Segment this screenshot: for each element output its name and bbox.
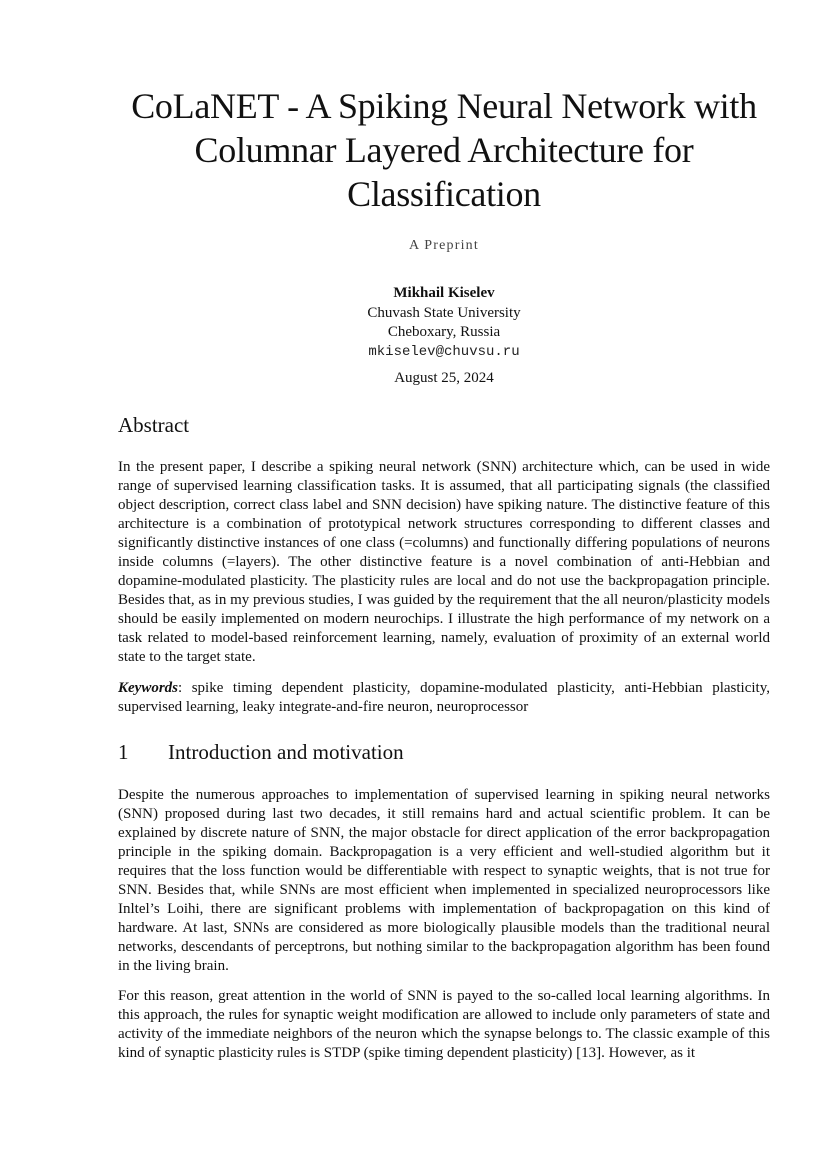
author-affiliation: Chuvash State University	[367, 304, 521, 321]
paper-title: CoLaNET - A Spiking Neural Network with Columnar Layered Architecture for Classification	[131, 86, 757, 214]
section-number: 1	[118, 740, 129, 764]
preprint-label: A Preprint	[409, 238, 479, 253]
section-title: Introduction and motivation	[168, 740, 404, 764]
abstract-heading: Abstract	[118, 413, 190, 437]
keywords-line	[118, 679, 770, 717]
author-email: mkiselev@chuvsu.ru	[368, 343, 520, 360]
author-location: Cheboxary, Russia	[387, 324, 501, 340]
keywords-label: Keywords	[118, 680, 178, 696]
author-name: Mikhail Kiselev	[393, 285, 495, 301]
paper-date: August 25, 2024	[394, 370, 494, 386]
intro-paragraph: For this reason, great attention in the world of SNN is payed to the so-called local learning algorithms. In this approach, the rules for synaptic weight modification are allowed to include only parameters of state and activity of the immediate neighbors of the neuron which the synapse belongs to. The classic example of this kind of synaptic plasticity rules is STDP (spike timing dependent plasticity) [13]. However, as it	[118, 988, 770, 1061]
author-block	[110, 284, 778, 362]
section-heading-introduction	[118, 740, 404, 765]
intro-paragraph: Despite the numerous approaches to implementation of supervised learning in spiking neural networks (SNN) proposed during last two decades, it still remains hard and actual scientific problem. It can be explained by discrete nature of SNN, the major obstacle for direct application of the error backpropagation principle in the spiking domain. Backpropagation is a very efficient and well-studied algorithm but it requires that the loss function would be differentiable with respect to synaptic weights, that is not true for SNN. Besides that, while SNNs are most efficient when implemented in specialized neuroprocessors like Inltel’s Loihi, there are significant problems with implementation of backpropagation on this kind of hardware. At last, SNNs are considered as more biologically plausible models than the traditional neural networks, descendants of perceptrons, but nothing similar to the backpropagation algorithm has been found in the living brain.	[118, 787, 770, 974]
keywords-list: : spike timing dependent plasticity, dopamine-modulated plasticity, anti-Hebbian plasticity, supervised learning, leaky integrate-and-fire neuron, neuroprocessor	[118, 680, 770, 715]
abstract-text: In the present paper, I describe a spiking neural network (SNN) architecture which, can be used in wide range of supervised learning classification tasks. It is assumed, that all participating signals (the classified object description, correct class label and SNN decision) have spiking nature. The distinctive feature of this architecture is a combination of prototypical network structures corresponding to different classes and significantly distinctive instances of one class (=columns) and functionally differing populations of neurons inside columns (=layers). The other distinctive feature is a novel combination of anti-Hebbian and dopamine-modulated plasticity. The plasticity rules are local and do not use the backpropagation principle. Besides that, as in my previous studies, I was guided by the requirement that the all neuron/plasticity models should be easily implemented on modern neurochips. I illustrate the high performance of my network on a task related to model-based reinforcement learning, namely, evaluation of proximity of an external world state to the target state.	[118, 459, 770, 665]
